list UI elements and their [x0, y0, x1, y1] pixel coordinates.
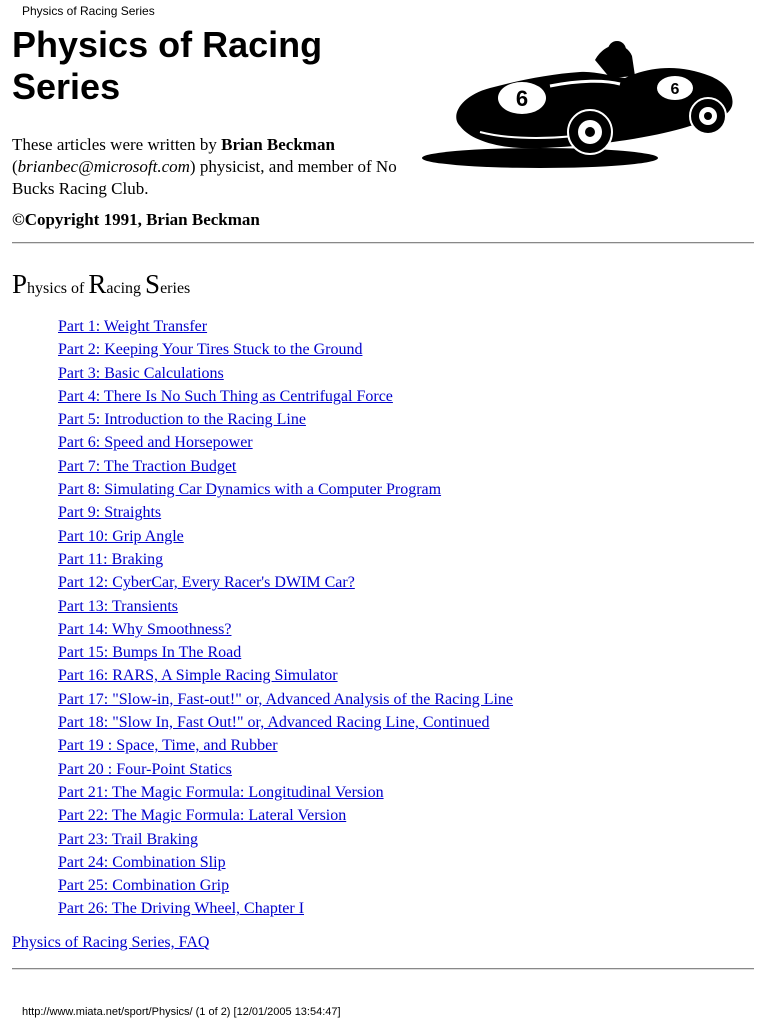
part-link[interactable]: Part 26: The Driving Wheel, Chapter I — [58, 900, 305, 918]
heading-word-2: acing — [106, 280, 142, 297]
list-item — [58, 851, 513, 874]
author-email: brianbec@microsoft.com — [17, 157, 190, 176]
heading-cap-s: S — [145, 269, 161, 299]
divider — [12, 968, 754, 970]
heading-cap-p: P — [12, 269, 28, 299]
car-number: 6 — [515, 86, 529, 111]
part-link[interactable]: Part 12: CyberCar, Every Racer's DWIM Car? — [58, 574, 355, 592]
list-item — [58, 362, 513, 385]
list-item — [58, 525, 513, 548]
part-link[interactable]: Part 3: Basic Calculations — [58, 364, 224, 382]
part-link[interactable]: Part 5: Introduction to the Racing Line — [58, 411, 306, 429]
print-header: Physics of Racing Series — [22, 4, 155, 18]
copyright: ©Copyright 1991, Brian Beckman — [12, 210, 260, 229]
parts-list — [58, 315, 513, 921]
part-link[interactable]: Part 16: RARS, A Simple Racing Simulator — [58, 667, 338, 685]
divider — [12, 242, 754, 244]
part-link[interactable]: Part 19 : Space, Time, and Rubber — [58, 737, 278, 755]
part-link[interactable]: Part 10: Grip Angle — [58, 527, 184, 545]
list-item — [58, 828, 513, 851]
print-footer: http://www.miata.net/sport/Physics/ (1 of 2) [12/01/2005 13:54:47] — [22, 1006, 341, 1018]
part-link[interactable]: Part 8: Simulating Car Dynamics with a Computer Program — [58, 481, 442, 499]
list-item — [58, 618, 513, 641]
list-item — [58, 664, 513, 687]
list-item — [58, 455, 513, 478]
list-item — [58, 781, 513, 804]
part-link[interactable]: Part 24: Combination Slip — [58, 853, 226, 871]
page-title: Physics of Racing Series — [12, 24, 323, 107]
heading-word-3: eries — [160, 280, 191, 297]
list-item — [58, 711, 513, 734]
part-link[interactable]: Part 15: Bumps In The Road — [58, 644, 242, 662]
list-item — [58, 641, 513, 664]
list-item — [58, 385, 513, 408]
intro-prefix: These articles were written by — [12, 135, 217, 154]
list-item — [58, 734, 513, 757]
list-item — [58, 431, 513, 454]
list-item — [58, 688, 513, 711]
svg-text:6: 6 — [670, 81, 680, 98]
race-car-illustration — [420, 36, 768, 174]
part-link[interactable]: Part 22: The Magic Formula: Lateral Version — [58, 807, 347, 825]
part-link[interactable]: Part 1: Weight Transfer — [58, 318, 208, 335]
intro-suffix: physicist, and member of No Bucks Racing Club. — [12, 157, 397, 198]
part-link[interactable]: Part 13: Transients — [58, 597, 179, 615]
list-item — [58, 874, 513, 897]
list-item — [58, 548, 513, 571]
part-link[interactable]: Part 9: Straights — [58, 504, 162, 522]
intro-paragraph: These articles were written by Brian Beckman (brianbec@microsoft.com) physicist, and member of No Bucks Racing Club. — [12, 135, 397, 198]
part-link[interactable]: Part 25: Combination Grip — [58, 877, 230, 895]
section-heading — [12, 269, 190, 300]
list-item — [58, 897, 513, 920]
list-item — [58, 758, 513, 781]
part-link[interactable]: Part 17: "Slow-in, Fast-out!" or, Advanced Analysis of the Racing Line — [58, 690, 514, 708]
list-item — [58, 338, 513, 361]
heading-cap-r: R — [88, 269, 107, 299]
list-item — [58, 478, 513, 501]
list-item — [58, 501, 513, 524]
author-name: Brian Beckman — [221, 135, 335, 154]
list-item — [58, 804, 513, 827]
part-link[interactable]: Part 6: Speed and Horsepower — [58, 434, 253, 452]
list-item — [58, 571, 513, 594]
part-link[interactable]: Part 7: The Traction Budget — [58, 457, 237, 475]
part-link[interactable]: Part 23: Trail Braking — [58, 830, 199, 848]
part-link[interactable]: Part 14: Why Smoothness? — [58, 620, 232, 638]
part-link[interactable]: Part 4: There Is No Such Thing as Centrifugal Force — [58, 387, 393, 405]
faq-link[interactable]: Physics of Racing Series, FAQ — [12, 934, 210, 951]
part-link[interactable]: Part 11: Braking — [58, 550, 164, 568]
list-item — [58, 408, 513, 431]
list-item — [58, 315, 513, 338]
part-link[interactable]: Part 2: Keeping Your Tires Stuck to the Ground — [58, 341, 363, 359]
part-link[interactable]: Part 20 : Four-Point Statics — [58, 760, 232, 778]
part-link[interactable]: Part 21: The Magic Formula: Longitudinal Version — [58, 783, 384, 801]
heading-word-1: hysics of — [27, 280, 85, 297]
part-link[interactable]: Part 18: "Slow In, Fast Out!" or, Advanced Racing Line, Continued — [58, 714, 490, 732]
list-item — [58, 595, 513, 618]
